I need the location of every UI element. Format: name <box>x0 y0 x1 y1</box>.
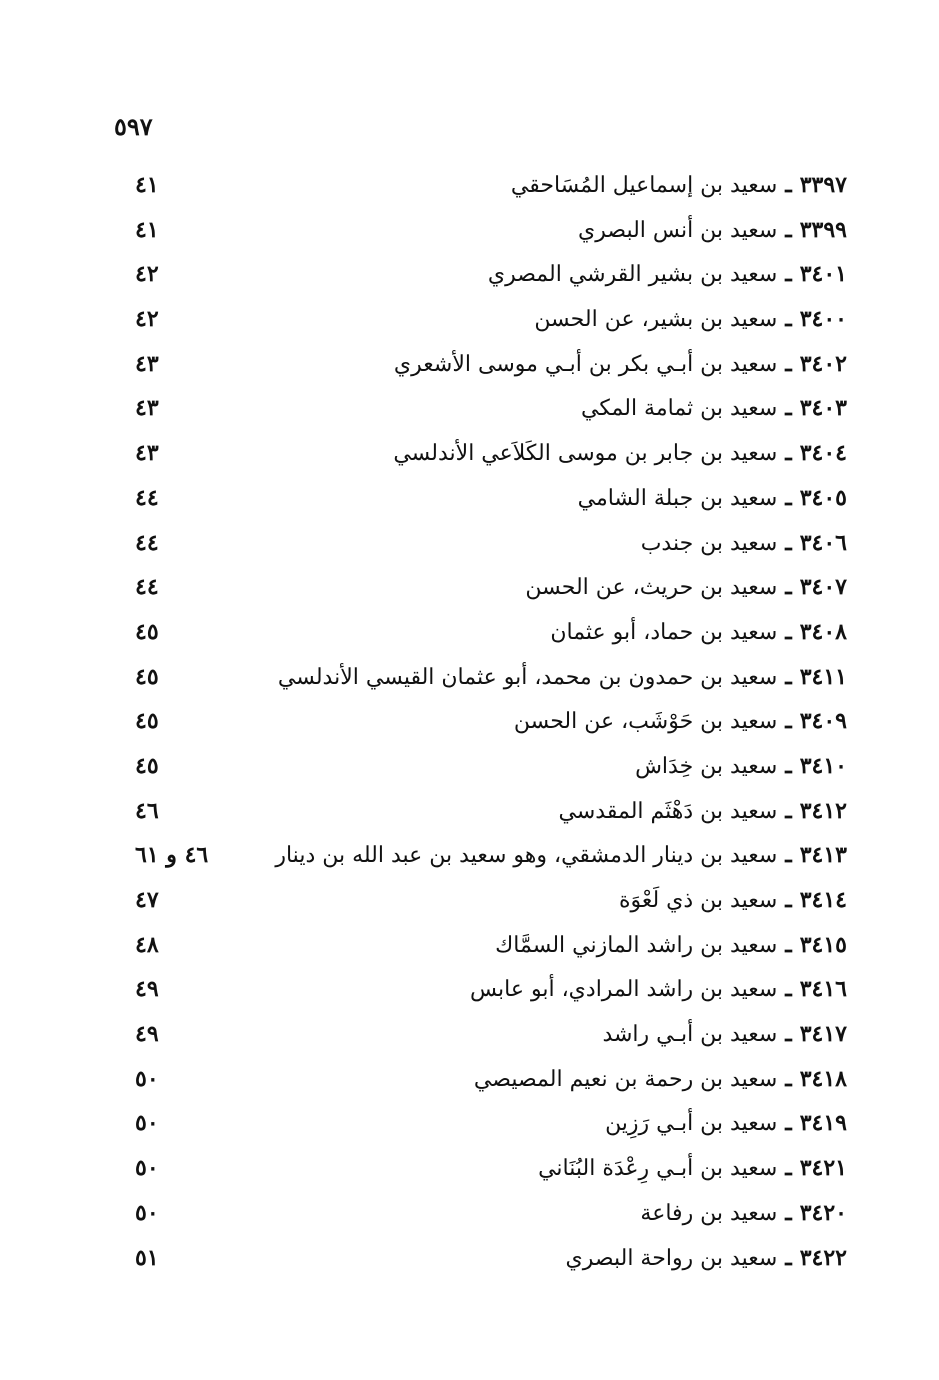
entry-number: ٣٣٩٩ <box>799 216 847 243</box>
index-entry <box>0 521 939 566</box>
index-entry <box>0 610 939 655</box>
entry-dash: ـ <box>785 395 792 422</box>
entry-dash: ـ <box>785 752 792 779</box>
entry-dash: ـ <box>785 306 792 333</box>
entry-text <box>605 1101 847 1146</box>
entry-name: سعيد بن دينار الدمشقي، وهو سعيد بن عبد الله بن دينار <box>275 843 778 869</box>
entry-text <box>640 1191 847 1236</box>
entry-dash: ـ <box>785 440 792 467</box>
entry-number: ٣٤١٢ <box>799 797 847 824</box>
entry-page-ref: ٤٣ <box>135 350 159 377</box>
entry-page-ref: ٤٢ <box>135 261 159 288</box>
index-entry <box>0 1101 939 1146</box>
entry-number: ٣٤٠٦ <box>799 529 847 556</box>
entry-number: ٣٤٢٢ <box>799 1244 847 1271</box>
entry-page-ref: ٥٠ <box>135 1155 159 1182</box>
entry-name: سعيد بن دَهْثَم المقدسي <box>558 798 778 824</box>
entry-number: ٣٤١٠ <box>799 752 847 779</box>
entry-dash: ـ <box>785 1110 792 1137</box>
entry-page-ref: ٥٠ <box>135 1199 159 1226</box>
entry-name: سعيد بن ثمامة المكي <box>581 396 778 422</box>
entry-dash: ـ <box>785 1155 792 1182</box>
entry-name: سعيد بن خِدَاش <box>635 753 778 779</box>
index-entry <box>0 699 939 744</box>
entry-text <box>534 297 847 342</box>
index-entry <box>0 789 939 834</box>
entry-text <box>393 431 847 476</box>
entry-text <box>550 610 847 655</box>
entry-page-ref: ٤١ <box>135 172 159 198</box>
entry-dash: ـ <box>785 887 792 913</box>
entry-dash: ـ <box>785 574 792 601</box>
entry-page-ref: ٤٣ <box>135 440 159 467</box>
entry-number: ٣٤١٩ <box>799 1110 847 1137</box>
entry-page-ref: ٥٠ <box>135 1110 159 1137</box>
entry-name: سعيد بن جبلة الشامي <box>577 485 778 511</box>
entry-text <box>578 476 847 521</box>
entry-page-ref: ٤٥ <box>135 752 159 779</box>
entry-page-ref: ٤٦ <box>135 797 159 824</box>
index-entry <box>0 565 939 610</box>
entry-dash: ـ <box>785 1065 792 1092</box>
entry-text <box>525 565 847 610</box>
index-entry <box>0 297 939 342</box>
entry-dash: ـ <box>785 350 792 377</box>
entry-name: سعيد بن رواحة البصري <box>565 1245 778 1271</box>
entry-text <box>602 1012 847 1057</box>
entry-name: سعيد بن بشير القرشي المصري <box>487 262 778 288</box>
entry-text <box>278 655 847 700</box>
index-entry <box>0 878 939 923</box>
entry-dash: ـ <box>785 261 792 288</box>
entry-page-ref: ٤٩ <box>135 976 159 1003</box>
entry-dash: ـ <box>785 797 792 824</box>
entry-text <box>578 208 847 253</box>
index-entry <box>0 833 939 878</box>
index-entry <box>0 431 939 476</box>
entry-text <box>641 521 847 566</box>
entry-number: ٣٤٠٣ <box>799 395 847 422</box>
entry-name: سعيد بن راشد المرادي، أبو عابس <box>469 977 778 1003</box>
entry-text <box>619 878 847 923</box>
index-entry <box>0 386 939 431</box>
entry-dash: ـ <box>785 708 792 735</box>
entry-page-ref: ٥١ <box>135 1244 159 1271</box>
entry-dash: ـ <box>785 976 792 1003</box>
entry-name: سعيد بن راشد المازني السمَّاك <box>495 932 778 958</box>
entry-name: سعيد بن حريث، عن الحسن <box>525 575 778 601</box>
index-entry <box>0 1146 939 1191</box>
entry-page-ref: ٤٥ <box>135 708 159 735</box>
entry-number: ٣٤٠٤ <box>799 440 847 467</box>
entry-dash: ـ <box>785 216 792 243</box>
entry-text <box>635 744 847 789</box>
entry-name: سعيد بن أنس البصري <box>578 217 778 243</box>
entry-number: ٣٤١٨ <box>799 1065 847 1092</box>
entry-dash: ـ <box>785 1021 792 1048</box>
entry-dash: ـ <box>785 172 792 198</box>
index-entry <box>0 923 939 968</box>
entry-page-ref: ٤٨ <box>135 931 159 958</box>
entry-text <box>559 789 847 834</box>
entry-dash: ـ <box>785 529 792 556</box>
entry-number: ٣٤١٧ <box>799 1021 847 1048</box>
index-entry <box>0 655 939 700</box>
entry-page-ref: ٤٤ <box>135 574 159 601</box>
index-entry <box>0 1057 939 1102</box>
entry-page-ref: ٤٤ <box>135 529 159 556</box>
entry-page-ref: ٤١ <box>135 216 159 243</box>
entry-number: ٣٤١٤ <box>799 887 847 913</box>
entry-dash: ـ <box>785 618 792 645</box>
entry-number: ٣٤١٥ <box>799 931 847 958</box>
entry-number: ٣٤٠٢ <box>799 350 847 377</box>
entry-name: سعيد بن أبـي رِعْدَة البُنَاني <box>538 1156 778 1182</box>
index-entry <box>0 1012 939 1057</box>
entry-name: سعيد بن حَوْشَب، عن الحسن <box>513 709 778 735</box>
entry-number: ٣٤٠٨ <box>799 618 847 645</box>
index-entry <box>0 1191 939 1236</box>
index-entry <box>0 744 939 789</box>
entry-number: ٣٤٠٥ <box>799 484 847 511</box>
entry-page-ref: ٤٢ <box>135 306 159 333</box>
entry-page-ref: ٤٧ <box>135 887 159 913</box>
entry-text <box>538 1146 847 1191</box>
entry-page-ref: ٤٩ <box>135 1021 159 1048</box>
entry-page-ref: ٤٥ <box>135 618 159 645</box>
entry-dash: ـ <box>785 842 792 869</box>
entry-number: ٣٤٢٠ <box>799 1199 847 1226</box>
entry-name: سعيد بن حماد، أبو عثمان <box>550 619 778 645</box>
entry-dash: ـ <box>785 1244 792 1271</box>
entry-number: ٣٤١٦ <box>799 976 847 1003</box>
entry-dash: ـ <box>785 931 792 958</box>
entry-text <box>275 833 847 878</box>
index-entry <box>0 163 939 208</box>
index-entry <box>0 208 939 253</box>
entry-text <box>514 699 847 744</box>
index-entry <box>0 967 939 1012</box>
entry-number: ٣٣٩٧ <box>799 172 847 198</box>
entry-page-ref: ٤٥ <box>135 663 159 690</box>
entry-text <box>566 1236 847 1281</box>
entry-text <box>488 252 847 297</box>
entry-text <box>495 923 847 968</box>
index-entry <box>0 252 939 297</box>
entry-page-ref: ٥٠ <box>135 1065 159 1092</box>
entry-name: سعيد بن بشير، عن الحسن <box>534 307 778 333</box>
index-entries <box>0 163 939 1280</box>
entry-dash: ـ <box>785 1199 792 1226</box>
entry-text <box>511 163 847 208</box>
entry-number: ٣٤٠٠ <box>799 306 847 333</box>
entry-text <box>581 386 847 431</box>
entry-number: ٣٤٢١ <box>799 1155 847 1182</box>
entry-number: ٣٤٠١ <box>799 261 847 288</box>
index-entry <box>0 476 939 521</box>
entry-text <box>474 1057 847 1102</box>
entry-dash: ـ <box>785 484 792 511</box>
entry-name: سعيد بن إسماعيل المُسَاحقي <box>510 173 778 198</box>
entry-number: ٣٤٠٩ <box>799 708 847 735</box>
entry-text <box>470 967 847 1012</box>
entry-name: سعيد بن ذي لَعْوَة <box>618 888 778 913</box>
entry-name: سعيد بن جابر بن موسى الكَلاَعي الأندلسي <box>393 441 778 467</box>
entry-name: سعيد بن أبـي رَزِين <box>605 1111 778 1137</box>
entry-text <box>394 342 847 387</box>
index-entry <box>0 1236 939 1281</box>
entry-name: سعيد بن رحمة بن نعيم المصيصي <box>473 1066 778 1092</box>
entry-number: ٣٤٠٧ <box>799 574 847 601</box>
entry-name: سعيد بن حمدون بن محمد، أبو عثمان القيسي الأندلسي <box>277 664 778 690</box>
entry-name: سعيد بن جندب <box>640 530 778 556</box>
entry-name: سعيد بن أبـي راشد <box>602 1022 778 1048</box>
entry-page-ref: ٤٤ <box>135 484 159 511</box>
entry-name: سعيد بن رفاعة <box>640 1200 778 1226</box>
page-number: ٥٩٧ <box>114 112 153 141</box>
entry-dash: ـ <box>785 663 792 690</box>
entry-name: سعيد بن أبـي بكر بن أبـي موسى الأشعري <box>393 351 778 377</box>
entry-page-ref: ٤٣ <box>135 395 159 422</box>
entry-number: ٣٤١١ <box>799 663 847 690</box>
entry-number: ٣٤١٣ <box>799 842 847 869</box>
index-entry <box>0 342 939 387</box>
entry-page-ref: ٤٦ و ٦١ <box>135 842 209 869</box>
